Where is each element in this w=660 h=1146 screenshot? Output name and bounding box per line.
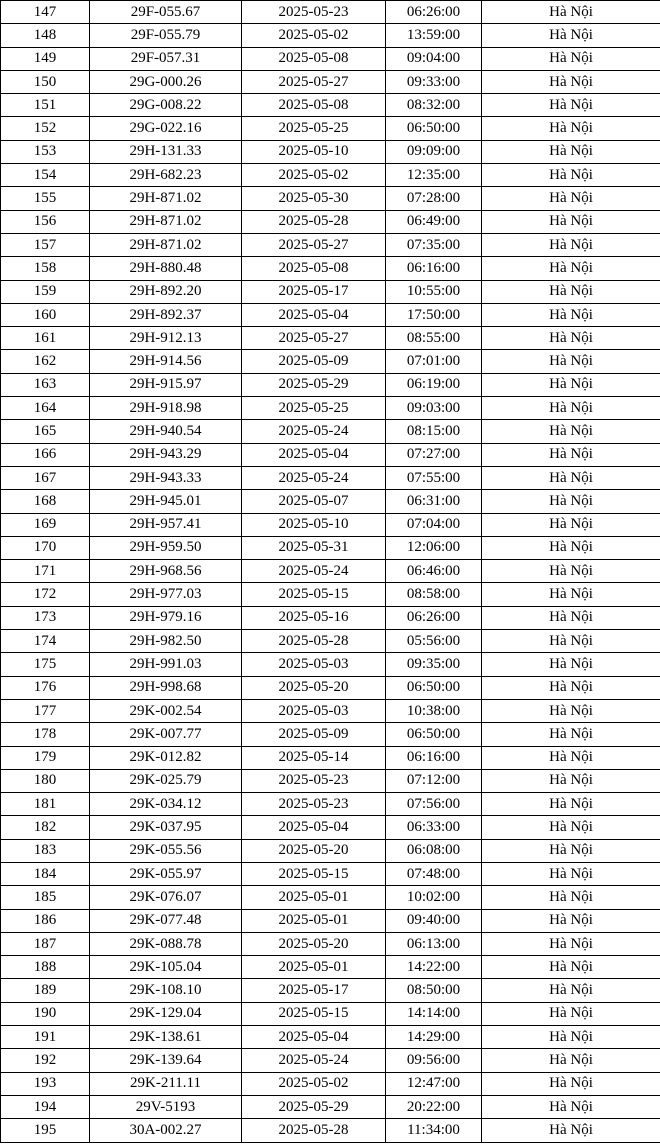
row-number-cell: 178 bbox=[1, 723, 90, 746]
row-number-cell: 187 bbox=[1, 932, 90, 955]
city-cell: Hà Nội bbox=[482, 233, 660, 256]
row-number-cell: 157 bbox=[1, 233, 90, 256]
row-number-cell: 193 bbox=[1, 1072, 90, 1095]
violation-time-cell: 06:46:00 bbox=[386, 560, 482, 583]
city-cell: Hà Nội bbox=[482, 769, 660, 792]
license-plate-cell: 29H-682.23 bbox=[90, 164, 242, 187]
city-cell: Hà Nội bbox=[482, 397, 660, 420]
table-row bbox=[1, 420, 660, 443]
table-row bbox=[1, 816, 660, 839]
license-plate-cell: 29K-129.04 bbox=[90, 1002, 242, 1025]
row-number-cell: 194 bbox=[1, 1095, 90, 1118]
city-cell: Hà Nội bbox=[482, 210, 660, 233]
city-cell: Hà Nội bbox=[482, 117, 660, 140]
city-cell: Hà Nội bbox=[482, 630, 660, 653]
violation-date-cell: 2025-05-09 bbox=[242, 350, 386, 373]
table-row bbox=[1, 327, 660, 350]
city-cell: Hà Nội bbox=[482, 956, 660, 979]
violation-date-cell: 2025-05-15 bbox=[242, 1002, 386, 1025]
row-number-cell: 168 bbox=[1, 490, 90, 513]
license-plate-cell: 29H-914.56 bbox=[90, 350, 242, 373]
row-number-cell: 164 bbox=[1, 397, 90, 420]
violation-date-cell: 2025-05-16 bbox=[242, 606, 386, 629]
license-plate-cell: 29H-131.33 bbox=[90, 140, 242, 163]
violation-time-cell: 12:35:00 bbox=[386, 164, 482, 187]
license-plate-cell: 29H-943.29 bbox=[90, 443, 242, 466]
violation-date-cell: 2025-05-27 bbox=[242, 233, 386, 256]
city-cell: Hà Nội bbox=[482, 24, 660, 47]
license-plate-cell: 29H-892.37 bbox=[90, 303, 242, 326]
license-plate-cell: 29H-912.13 bbox=[90, 327, 242, 350]
row-number-cell: 181 bbox=[1, 793, 90, 816]
city-cell: Hà Nội bbox=[482, 187, 660, 210]
violation-time-cell: 06:13:00 bbox=[386, 932, 482, 955]
city-cell: Hà Nội bbox=[482, 583, 660, 606]
city-cell: Hà Nội bbox=[482, 1119, 660, 1142]
license-plate-cell: 29H-957.41 bbox=[90, 513, 242, 536]
row-number-cell: 177 bbox=[1, 699, 90, 722]
violation-time-cell: 08:55:00 bbox=[386, 327, 482, 350]
violation-time-cell: 07:04:00 bbox=[386, 513, 482, 536]
license-plate-cell: 29F-057.31 bbox=[90, 47, 242, 70]
violation-date-cell: 2025-05-07 bbox=[242, 490, 386, 513]
city-cell: Hà Nội bbox=[482, 723, 660, 746]
row-number-cell: 182 bbox=[1, 816, 90, 839]
city-cell: Hà Nội bbox=[482, 443, 660, 466]
row-number-cell: 174 bbox=[1, 630, 90, 653]
license-plate-cell: 29K-012.82 bbox=[90, 746, 242, 769]
table-row bbox=[1, 839, 660, 862]
table-row bbox=[1, 70, 660, 93]
city-cell: Hà Nội bbox=[482, 536, 660, 559]
license-plate-cell: 29H-945.01 bbox=[90, 490, 242, 513]
violation-time-cell: 07:55:00 bbox=[386, 466, 482, 489]
violation-date-cell: 2025-05-17 bbox=[242, 280, 386, 303]
table-row bbox=[1, 932, 660, 955]
violation-time-cell: 08:15:00 bbox=[386, 420, 482, 443]
row-number-cell: 195 bbox=[1, 1119, 90, 1142]
row-number-cell: 171 bbox=[1, 560, 90, 583]
table-row bbox=[1, 793, 660, 816]
violation-date-cell: 2025-05-02 bbox=[242, 164, 386, 187]
city-cell: Hà Nội bbox=[482, 466, 660, 489]
license-plate-cell: 29H-871.02 bbox=[90, 210, 242, 233]
city-cell: Hà Nội bbox=[482, 676, 660, 699]
table-row bbox=[1, 1072, 660, 1095]
city-cell: Hà Nội bbox=[482, 793, 660, 816]
violation-time-cell: 06:50:00 bbox=[386, 723, 482, 746]
city-cell: Hà Nội bbox=[482, 839, 660, 862]
license-plate-cell: 29K-002.54 bbox=[90, 699, 242, 722]
violation-date-cell: 2025-05-27 bbox=[242, 70, 386, 93]
license-plate-cell: 29H-940.54 bbox=[90, 420, 242, 443]
table-row bbox=[1, 1095, 660, 1118]
license-plate-cell: 29V-5193 bbox=[90, 1095, 242, 1118]
city-cell: Hà Nội bbox=[482, 1049, 660, 1072]
row-number-cell: 149 bbox=[1, 47, 90, 70]
table-row bbox=[1, 1119, 660, 1142]
row-number-cell: 172 bbox=[1, 583, 90, 606]
violation-date-cell: 2025-05-28 bbox=[242, 210, 386, 233]
city-cell: Hà Nội bbox=[482, 816, 660, 839]
violation-date-cell: 2025-05-04 bbox=[242, 1026, 386, 1049]
license-plate-cell: 29K-105.04 bbox=[90, 956, 242, 979]
city-cell: Hà Nội bbox=[482, 373, 660, 396]
violation-time-cell: 06:50:00 bbox=[386, 676, 482, 699]
city-cell: Hà Nội bbox=[482, 1026, 660, 1049]
table-row bbox=[1, 676, 660, 699]
violation-time-cell: 07:48:00 bbox=[386, 862, 482, 885]
license-plate-cell: 29K-025.79 bbox=[90, 769, 242, 792]
violation-date-cell: 2025-05-20 bbox=[242, 676, 386, 699]
violation-date-cell: 2025-05-04 bbox=[242, 443, 386, 466]
license-plate-cell: 29F-055.67 bbox=[90, 1, 242, 24]
table-row bbox=[1, 746, 660, 769]
violation-date-cell: 2025-05-04 bbox=[242, 816, 386, 839]
violation-date-cell: 2025-05-17 bbox=[242, 979, 386, 1002]
violation-time-cell: 07:35:00 bbox=[386, 233, 482, 256]
violation-time-cell: 07:01:00 bbox=[386, 350, 482, 373]
violation-time-cell: 12:47:00 bbox=[386, 1072, 482, 1095]
table-row bbox=[1, 536, 660, 559]
table-row bbox=[1, 653, 660, 676]
violation-time-cell: 11:34:00 bbox=[386, 1119, 482, 1142]
violation-time-cell: 06:26:00 bbox=[386, 606, 482, 629]
violation-time-cell: 09:33:00 bbox=[386, 70, 482, 93]
table-row bbox=[1, 164, 660, 187]
violation-date-cell: 2025-05-08 bbox=[242, 94, 386, 117]
city-cell: Hà Nội bbox=[482, 350, 660, 373]
license-plate-cell: 29H-871.02 bbox=[90, 187, 242, 210]
violation-date-cell: 2025-05-29 bbox=[242, 1095, 386, 1118]
row-number-cell: 176 bbox=[1, 676, 90, 699]
violation-time-cell: 17:50:00 bbox=[386, 303, 482, 326]
license-plate-cell: 29H-880.48 bbox=[90, 257, 242, 280]
violation-time-cell: 08:50:00 bbox=[386, 979, 482, 1002]
row-number-cell: 150 bbox=[1, 70, 90, 93]
violation-time-cell: 09:56:00 bbox=[386, 1049, 482, 1072]
city-cell: Hà Nội bbox=[482, 1072, 660, 1095]
violation-date-cell: 2025-05-10 bbox=[242, 140, 386, 163]
table-row bbox=[1, 956, 660, 979]
city-cell: Hà Nội bbox=[482, 47, 660, 70]
violation-time-cell: 07:28:00 bbox=[386, 187, 482, 210]
city-cell: Hà Nội bbox=[482, 1002, 660, 1025]
violation-date-cell: 2025-05-23 bbox=[242, 769, 386, 792]
table-row bbox=[1, 443, 660, 466]
table-row bbox=[1, 560, 660, 583]
violation-time-cell: 09:03:00 bbox=[386, 397, 482, 420]
table-row bbox=[1, 257, 660, 280]
row-number-cell: 170 bbox=[1, 536, 90, 559]
city-cell: Hà Nội bbox=[482, 94, 660, 117]
row-number-cell: 163 bbox=[1, 373, 90, 396]
license-plate-cell: 29H-959.50 bbox=[90, 536, 242, 559]
violation-date-cell: 2025-05-25 bbox=[242, 117, 386, 140]
license-plate-cell: 29K-077.48 bbox=[90, 909, 242, 932]
violation-time-cell: 07:12:00 bbox=[386, 769, 482, 792]
license-plate-cell: 29G-022.16 bbox=[90, 117, 242, 140]
violation-time-cell: 06:26:00 bbox=[386, 1, 482, 24]
city-cell: Hà Nội bbox=[482, 932, 660, 955]
violation-date-cell: 2025-05-04 bbox=[242, 303, 386, 326]
table-row bbox=[1, 187, 660, 210]
city-cell: Hà Nội bbox=[482, 979, 660, 1002]
table-row bbox=[1, 303, 660, 326]
table-row bbox=[1, 630, 660, 653]
license-plate-cell: 30A-002.27 bbox=[90, 1119, 242, 1142]
violation-time-cell: 09:35:00 bbox=[386, 653, 482, 676]
row-number-cell: 183 bbox=[1, 839, 90, 862]
row-number-cell: 186 bbox=[1, 909, 90, 932]
city-cell: Hà Nội bbox=[482, 1095, 660, 1118]
violation-date-cell: 2025-05-09 bbox=[242, 723, 386, 746]
violation-time-cell: 20:22:00 bbox=[386, 1095, 482, 1118]
violation-time-cell: 09:04:00 bbox=[386, 47, 482, 70]
violation-time-cell: 14:29:00 bbox=[386, 1026, 482, 1049]
license-plate-cell: 29G-008.22 bbox=[90, 94, 242, 117]
violation-time-cell: 14:22:00 bbox=[386, 956, 482, 979]
license-plate-cell: 29F-055.79 bbox=[90, 24, 242, 47]
table-row bbox=[1, 979, 660, 1002]
license-plate-cell: 29K-088.78 bbox=[90, 932, 242, 955]
violation-date-cell: 2025-05-15 bbox=[242, 583, 386, 606]
city-cell: Hà Nội bbox=[482, 257, 660, 280]
violation-time-cell: 06:49:00 bbox=[386, 210, 482, 233]
violation-date-cell: 2025-05-31 bbox=[242, 536, 386, 559]
table-row bbox=[1, 513, 660, 536]
violation-time-cell: 06:19:00 bbox=[386, 373, 482, 396]
table-row bbox=[1, 769, 660, 792]
row-number-cell: 179 bbox=[1, 746, 90, 769]
violation-date-cell: 2025-05-23 bbox=[242, 793, 386, 816]
violation-time-cell: 10:02:00 bbox=[386, 886, 482, 909]
city-cell: Hà Nội bbox=[482, 746, 660, 769]
row-number-cell: 169 bbox=[1, 513, 90, 536]
violation-date-cell: 2025-05-24 bbox=[242, 466, 386, 489]
violation-date-cell: 2025-05-24 bbox=[242, 1049, 386, 1072]
violation-time-cell: 07:27:00 bbox=[386, 443, 482, 466]
city-cell: Hà Nội bbox=[482, 164, 660, 187]
row-number-cell: 158 bbox=[1, 257, 90, 280]
row-number-cell: 162 bbox=[1, 350, 90, 373]
violation-time-cell: 08:58:00 bbox=[386, 583, 482, 606]
violation-time-cell: 09:09:00 bbox=[386, 140, 482, 163]
violation-date-cell: 2025-05-25 bbox=[242, 397, 386, 420]
row-number-cell: 165 bbox=[1, 420, 90, 443]
city-cell: Hà Nội bbox=[482, 909, 660, 932]
violation-date-cell: 2025-05-08 bbox=[242, 47, 386, 70]
violation-time-cell: 13:59:00 bbox=[386, 24, 482, 47]
row-number-cell: 188 bbox=[1, 956, 90, 979]
violation-date-cell: 2025-05-01 bbox=[242, 956, 386, 979]
license-plate-cell: 29K-034.12 bbox=[90, 793, 242, 816]
license-plate-cell: 29H-943.33 bbox=[90, 466, 242, 489]
violation-date-cell: 2025-05-02 bbox=[242, 24, 386, 47]
row-number-cell: 180 bbox=[1, 769, 90, 792]
violation-time-cell: 06:31:00 bbox=[386, 490, 482, 513]
table-row bbox=[1, 1049, 660, 1072]
license-plate-cell: 29H-982.50 bbox=[90, 630, 242, 653]
license-plate-cell: 29K-211.11 bbox=[90, 1072, 242, 1095]
row-number-cell: 190 bbox=[1, 1002, 90, 1025]
violation-date-cell: 2025-05-23 bbox=[242, 1, 386, 24]
violation-time-cell: 12:06:00 bbox=[386, 536, 482, 559]
license-plate-cell: 29K-139.64 bbox=[90, 1049, 242, 1072]
license-plate-cell: 29H-871.02 bbox=[90, 233, 242, 256]
row-number-cell: 161 bbox=[1, 327, 90, 350]
city-cell: Hà Nội bbox=[482, 70, 660, 93]
violation-date-cell: 2025-05-03 bbox=[242, 699, 386, 722]
violation-time-cell: 06:16:00 bbox=[386, 257, 482, 280]
row-number-cell: 173 bbox=[1, 606, 90, 629]
city-cell: Hà Nội bbox=[482, 513, 660, 536]
table-row bbox=[1, 373, 660, 396]
license-plate-cell: 29H-915.97 bbox=[90, 373, 242, 396]
violation-date-cell: 2025-05-27 bbox=[242, 327, 386, 350]
license-plate-cell: 29H-998.68 bbox=[90, 676, 242, 699]
row-number-cell: 184 bbox=[1, 862, 90, 885]
city-cell: Hà Nội bbox=[482, 303, 660, 326]
table-row bbox=[1, 606, 660, 629]
table-row bbox=[1, 350, 660, 373]
city-cell: Hà Nội bbox=[482, 653, 660, 676]
license-plate-cell: 29K-108.10 bbox=[90, 979, 242, 1002]
violation-date-cell: 2025-05-10 bbox=[242, 513, 386, 536]
violation-date-cell: 2025-05-24 bbox=[242, 560, 386, 583]
violation-time-cell: 10:38:00 bbox=[386, 699, 482, 722]
row-number-cell: 191 bbox=[1, 1026, 90, 1049]
table-row bbox=[1, 94, 660, 117]
violation-date-cell: 2025-05-24 bbox=[242, 420, 386, 443]
city-cell: Hà Nội bbox=[482, 886, 660, 909]
violation-date-cell: 2025-05-01 bbox=[242, 909, 386, 932]
row-number-cell: 189 bbox=[1, 979, 90, 1002]
row-number-cell: 159 bbox=[1, 280, 90, 303]
row-number-cell: 185 bbox=[1, 886, 90, 909]
violation-time-cell: 06:33:00 bbox=[386, 816, 482, 839]
violation-date-cell: 2025-05-03 bbox=[242, 653, 386, 676]
license-plate-cell: 29K-138.61 bbox=[90, 1026, 242, 1049]
violation-date-cell: 2025-05-20 bbox=[242, 839, 386, 862]
row-number-cell: 156 bbox=[1, 210, 90, 233]
violation-time-cell: 06:16:00 bbox=[386, 746, 482, 769]
violation-date-cell: 2025-05-20 bbox=[242, 932, 386, 955]
violation-time-cell: 14:14:00 bbox=[386, 1002, 482, 1025]
violation-date-cell: 2025-05-01 bbox=[242, 886, 386, 909]
violation-date-cell: 2025-05-08 bbox=[242, 257, 386, 280]
table-row bbox=[1, 397, 660, 420]
row-number-cell: 153 bbox=[1, 140, 90, 163]
violation-date-cell: 2025-05-28 bbox=[242, 1119, 386, 1142]
table-row bbox=[1, 699, 660, 722]
violation-date-cell: 2025-05-02 bbox=[242, 1072, 386, 1095]
table-row bbox=[1, 280, 660, 303]
table-row bbox=[1, 723, 660, 746]
table-row bbox=[1, 862, 660, 885]
row-number-cell: 192 bbox=[1, 1049, 90, 1072]
violation-time-cell: 07:56:00 bbox=[386, 793, 482, 816]
table-row bbox=[1, 490, 660, 513]
table-row bbox=[1, 466, 660, 489]
city-cell: Hà Nội bbox=[482, 862, 660, 885]
license-plate-cell: 29H-979.16 bbox=[90, 606, 242, 629]
violation-date-cell: 2025-05-15 bbox=[242, 862, 386, 885]
row-number-cell: 167 bbox=[1, 466, 90, 489]
license-plate-cell: 29K-076.07 bbox=[90, 886, 242, 909]
violation-date-cell: 2025-05-29 bbox=[242, 373, 386, 396]
table-row bbox=[1, 47, 660, 70]
license-plate-cell: 29K-055.56 bbox=[90, 839, 242, 862]
table-row bbox=[1, 24, 660, 47]
license-plate-cell: 29K-037.95 bbox=[90, 816, 242, 839]
violation-time-cell: 05:56:00 bbox=[386, 630, 482, 653]
table-row bbox=[1, 1026, 660, 1049]
license-plate-cell: 29H-892.20 bbox=[90, 280, 242, 303]
license-plate-cell: 29H-977.03 bbox=[90, 583, 242, 606]
table-row bbox=[1, 583, 660, 606]
row-number-cell: 155 bbox=[1, 187, 90, 210]
table-row bbox=[1, 117, 660, 140]
table-row bbox=[1, 233, 660, 256]
city-cell: Hà Nội bbox=[482, 1, 660, 24]
table-row bbox=[1, 1002, 660, 1025]
violation-time-cell: 09:40:00 bbox=[386, 909, 482, 932]
city-cell: Hà Nội bbox=[482, 140, 660, 163]
city-cell: Hà Nội bbox=[482, 606, 660, 629]
license-plate-cell: 29K-055.97 bbox=[90, 862, 242, 885]
row-number-cell: 148 bbox=[1, 24, 90, 47]
table-row bbox=[1, 140, 660, 163]
city-cell: Hà Nội bbox=[482, 327, 660, 350]
license-plate-cell: 29K-007.77 bbox=[90, 723, 242, 746]
violation-time-cell: 06:08:00 bbox=[386, 839, 482, 862]
row-number-cell: 152 bbox=[1, 117, 90, 140]
table-row bbox=[1, 909, 660, 932]
table-row bbox=[1, 1, 660, 24]
row-number-cell: 151 bbox=[1, 94, 90, 117]
city-cell: Hà Nội bbox=[482, 280, 660, 303]
violation-date-cell: 2025-05-14 bbox=[242, 746, 386, 769]
license-plate-cell: 29H-991.03 bbox=[90, 653, 242, 676]
violation-time-cell: 10:55:00 bbox=[386, 280, 482, 303]
row-number-cell: 154 bbox=[1, 164, 90, 187]
row-number-cell: 166 bbox=[1, 443, 90, 466]
city-cell: Hà Nội bbox=[482, 560, 660, 583]
row-number-cell: 147 bbox=[1, 1, 90, 24]
violation-time-cell: 06:50:00 bbox=[386, 117, 482, 140]
license-plate-cell: 29H-918.98 bbox=[90, 397, 242, 420]
table-body bbox=[1, 1, 660, 1143]
table-row bbox=[1, 886, 660, 909]
table-row bbox=[1, 210, 660, 233]
violation-time-cell: 08:32:00 bbox=[386, 94, 482, 117]
license-plate-cell: 29H-968.56 bbox=[90, 560, 242, 583]
row-number-cell: 175 bbox=[1, 653, 90, 676]
violation-date-cell: 2025-05-28 bbox=[242, 630, 386, 653]
license-plate-cell: 29G-000.26 bbox=[90, 70, 242, 93]
city-cell: Hà Nội bbox=[482, 490, 660, 513]
violation-date-cell: 2025-05-30 bbox=[242, 187, 386, 210]
city-cell: Hà Nội bbox=[482, 699, 660, 722]
city-cell: Hà Nội bbox=[482, 420, 660, 443]
row-number-cell: 160 bbox=[1, 303, 90, 326]
